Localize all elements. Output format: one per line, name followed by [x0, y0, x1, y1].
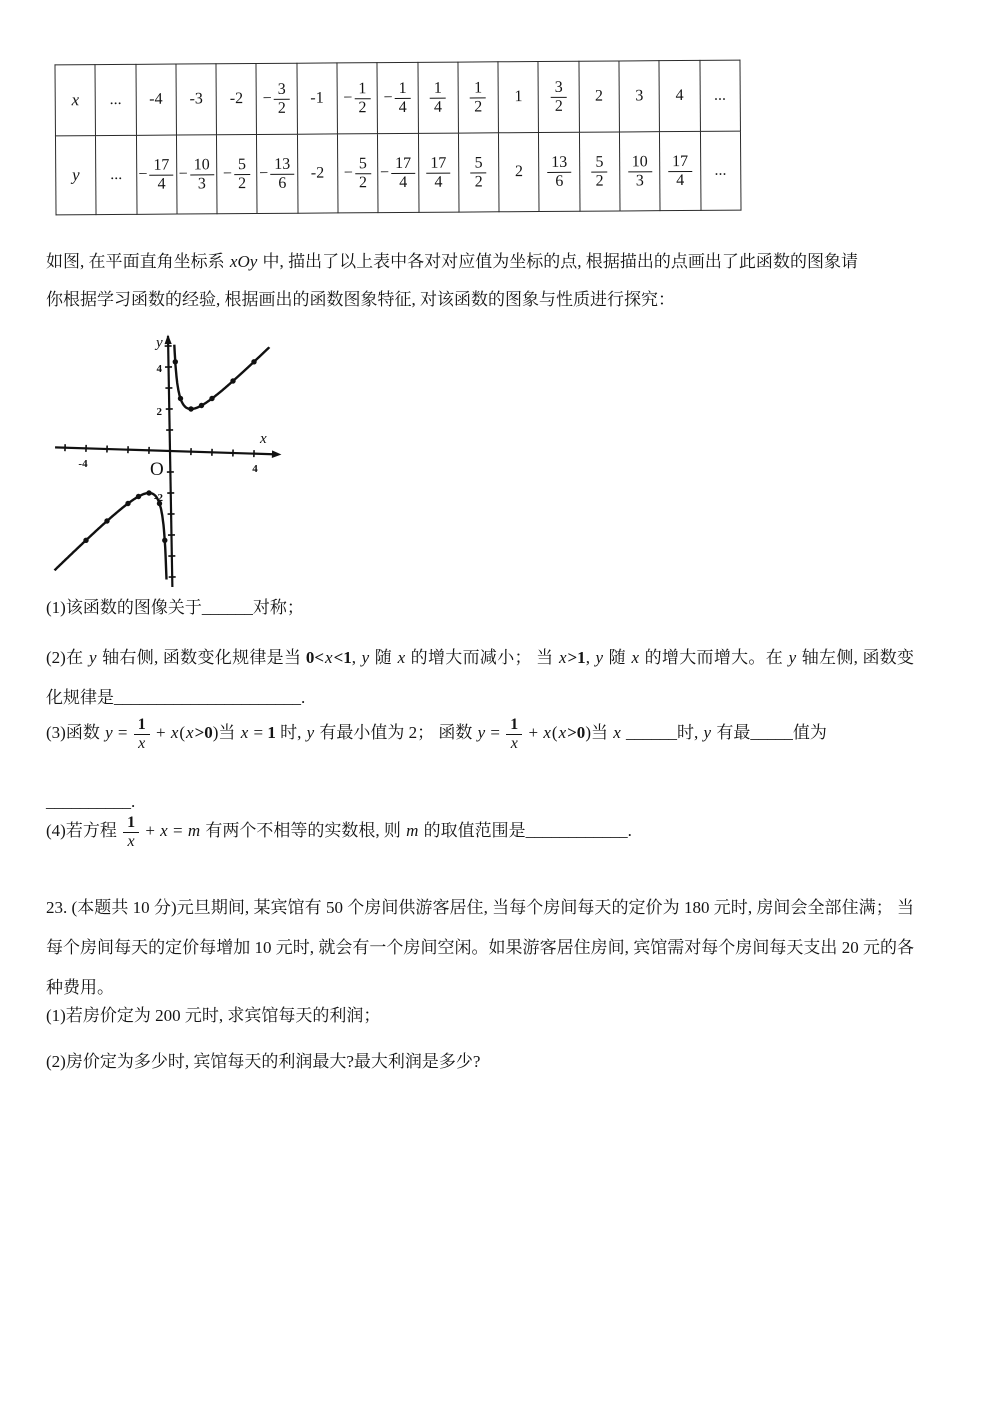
problem-23-intro	[46, 888, 914, 1008]
math-variable: y	[306, 723, 315, 742]
value-cell	[579, 132, 620, 211]
fraction: $\frac{17}{4}$	[668, 153, 692, 189]
math-variable: y	[477, 723, 486, 742]
value-cell: ...	[700, 131, 741, 210]
value-cell	[619, 132, 660, 211]
value-cell: -2	[216, 63, 257, 134]
math-variable: x	[613, 723, 621, 742]
plotted-point	[173, 359, 178, 364]
value-cell: 3	[619, 61, 660, 132]
text-run: >0	[567, 723, 586, 742]
values-table-wrapper	[54, 60, 741, 216]
table-row	[55, 60, 740, 136]
value-cell	[539, 132, 580, 211]
text-run: =	[486, 723, 505, 742]
text-run: (2)房价定为多少时, 宾馆每天的利润最大?最大利润是多少?	[46, 1052, 481, 1071]
plotted-point	[125, 501, 130, 506]
math-variable: m	[187, 821, 201, 840]
fraction: $\frac{1}{2}$	[470, 79, 486, 115]
plotted-point	[162, 538, 167, 543]
value-cell: 1	[498, 62, 539, 133]
curve-left-branch	[55, 493, 167, 580]
text-run: 有最小值为 2； 函数	[315, 723, 477, 742]
question-3-line1	[46, 716, 946, 752]
problem-23-part1	[46, 1001, 380, 1026]
fraction: $\frac{5}{2}$	[355, 155, 371, 191]
value-cell: -2	[297, 134, 338, 213]
question-1	[46, 593, 304, 618]
text-run: (2)在	[46, 648, 88, 667]
text-run: (	[179, 723, 186, 742]
curve-right-branch	[174, 345, 269, 409]
text-run: =	[168, 821, 187, 840]
y-tick-label: 4	[156, 363, 162, 375]
fraction: $\frac{1}{x}$	[123, 814, 139, 850]
plotted-point	[199, 403, 204, 408]
text-run: (3)函数	[46, 723, 105, 742]
value-cell: − $\frac{5}{2}$	[217, 134, 258, 213]
math-variable: x	[631, 648, 640, 667]
math-variable: xOy	[229, 252, 258, 271]
values-table-body	[55, 60, 741, 215]
fraction: $\frac{10}{3}$	[190, 156, 214, 192]
text-run: (4)若方程	[46, 821, 122, 840]
value-cell: − $\frac{10}{3}$	[176, 135, 217, 214]
y-tick-label: 2	[156, 406, 162, 418]
value-cell: ...	[699, 60, 740, 131]
fraction: $\frac{17}{4}$	[391, 155, 415, 191]
value-cell	[418, 62, 459, 133]
fraction: $\frac{5}{2}$	[471, 154, 487, 190]
plotted-point	[136, 494, 141, 499]
y-tick-label: -2	[153, 492, 163, 504]
plotted-point	[230, 378, 235, 383]
plotted-point	[178, 396, 183, 401]
x-axis	[55, 444, 282, 459]
fraction: $\frac{1}{x}$	[506, 716, 522, 752]
value-cell: ...	[96, 135, 137, 214]
fraction: $\frac{5}{2}$	[591, 153, 607, 189]
math-variable: m	[406, 821, 419, 840]
fraction: $\frac{10}{3}$	[628, 153, 652, 189]
math-variable: y	[105, 723, 113, 742]
value-cell	[458, 133, 499, 212]
value-cell	[418, 133, 459, 212]
value-cell: − $\frac{5}{2}$	[337, 134, 378, 213]
text-run: 0<	[305, 648, 325, 667]
text-run: >0	[194, 723, 213, 742]
fraction: $\frac{3}{2}$	[551, 79, 567, 115]
origin-label: O	[150, 459, 164, 480]
fraction: $\frac{5}{2}$	[234, 156, 250, 192]
y-axis-label: y	[156, 335, 163, 351]
question-3-line2	[46, 792, 135, 812]
intro-paragraph	[46, 243, 858, 319]
y-axis-arrow	[164, 334, 171, 344]
value-cell: − $\frac{3}{2}$	[256, 63, 297, 134]
x-tick-label: -4	[78, 458, 88, 470]
value-cell: − $\frac{1}{2}$	[337, 63, 378, 134]
fraction: $\frac{13}{6}$	[270, 156, 294, 192]
text-run: +	[524, 723, 543, 742]
value-cell	[458, 62, 499, 133]
fraction: $\frac{17}{4}$	[149, 156, 173, 192]
x-axis-label: x	[260, 431, 267, 447]
value-cell: 4	[659, 60, 700, 131]
math-variable: x	[543, 723, 551, 742]
text-run: (1)该函数的图像关于______对称；	[46, 598, 304, 617]
text-run: 有最_____值为	[712, 723, 827, 742]
text-run: <1	[333, 648, 352, 667]
question-2	[46, 638, 914, 718]
text-run: )当	[585, 723, 613, 742]
math-variable: x	[170, 723, 179, 742]
plotted-point	[188, 406, 193, 411]
value-cell: − $\frac{17}{4}$	[136, 135, 177, 214]
fraction: $\frac{17}{4}$	[426, 155, 450, 191]
plotted-point	[251, 359, 256, 364]
plotted-point	[83, 538, 88, 543]
x-axis-arrow	[272, 450, 282, 458]
text-run: 随	[604, 648, 631, 667]
value-cell: -4	[136, 64, 177, 135]
text-run: ,	[585, 648, 595, 667]
math-variable: x	[558, 723, 567, 742]
question-4	[46, 814, 946, 850]
value-cell: -1	[297, 63, 338, 134]
plotted-point	[209, 396, 214, 401]
fraction: $\frac{3}{2}$	[274, 81, 290, 117]
math-variable: y	[595, 648, 604, 667]
table-row	[55, 131, 741, 215]
value-cell: ...	[95, 64, 136, 135]
text-run: =	[113, 723, 132, 742]
value-cell: − $\frac{17}{4}$	[378, 133, 419, 212]
text-run: =	[249, 723, 268, 742]
text-run: ,	[351, 648, 361, 667]
text-run: __________.	[46, 792, 136, 811]
row-header-cell: y	[55, 136, 96, 215]
fraction: $\frac{13}{6}$	[547, 154, 571, 190]
value-cell: − $\frac{1}{4}$	[377, 62, 418, 133]
math-variable: y	[361, 648, 370, 667]
text-run: ______时,	[621, 723, 703, 742]
math-variable: x	[325, 648, 333, 667]
text-run: 如图, 在平面直角坐标系	[46, 252, 229, 271]
value-cell	[538, 61, 579, 132]
function-graph	[52, 331, 286, 593]
text-run: 1	[267, 723, 276, 742]
math-variable: x	[186, 723, 194, 742]
math-variable: x	[397, 648, 406, 667]
plotted-point	[104, 518, 109, 523]
math-variable: y	[703, 723, 712, 742]
problem-23-part2	[46, 1047, 480, 1072]
text-run: +	[151, 723, 170, 742]
fraction: $\frac{1}{x}$	[134, 716, 150, 752]
plotted-point	[146, 490, 151, 495]
fraction: $\frac{1}{4}$	[395, 80, 411, 116]
fraction: $\frac{1}{4}$	[430, 80, 446, 116]
text-run: +	[141, 821, 160, 840]
row-header-cell: x	[55, 65, 96, 136]
value-cell: -3	[176, 64, 217, 135]
text-run: (1)若房价定为 200 元时, 求宾馆每天的利润；	[46, 1006, 381, 1025]
x-tick-label: 4	[252, 463, 258, 475]
text-run: 时,	[275, 723, 306, 742]
value-cell	[660, 131, 701, 210]
text-run: 23. (本题共 10 分)元旦期间, 某宾馆有 50 个房间供游客居住, 当每个房间每天的定价为 180 元时, 房间会全部住满； 当每个房间每天的定价每增加 10 元时, 就会有一个房间空闲。如果游客居住房间, 宾馆需对每个房间每天支出 20 元的各种费用。	[46, 898, 914, 997]
math-variable: x	[558, 648, 567, 667]
value-cell: 2	[499, 133, 540, 212]
fraction: $\frac{1}{2}$	[354, 80, 370, 116]
text-run: (	[551, 723, 558, 742]
text-run: 轴左侧, 函数变化规律是______________________.	[46, 648, 915, 707]
text-run: 的增大而减小； 当	[406, 648, 558, 667]
values-table	[54, 60, 741, 216]
text-run: 的增大而增大。在	[640, 648, 788, 667]
text-run: 轴右侧, 函数变化规律是当	[97, 648, 306, 667]
text-run: )当	[212, 723, 240, 742]
text-run: 的取值范围是____________.	[419, 821, 632, 840]
text-run: 中, 描出了以上表中各对对应值为坐标的点, 根据描出的点画出了此函数的图象请你根据学习函数的经验, 根据画出的函数图象特征, 对该函数的图象与性质进行探究：	[46, 252, 858, 309]
math-variable: y	[788, 648, 797, 667]
math-variable: x	[240, 723, 249, 742]
value-cell: − $\frac{13}{6}$	[257, 134, 298, 213]
text-run: 有两个不相等的实数根, 则	[201, 821, 406, 840]
math-variable: y	[89, 648, 97, 667]
math-variable: x	[160, 821, 168, 840]
text-run: 随	[370, 648, 397, 667]
value-cell: 2	[579, 61, 620, 132]
text-run: >1	[567, 648, 586, 667]
